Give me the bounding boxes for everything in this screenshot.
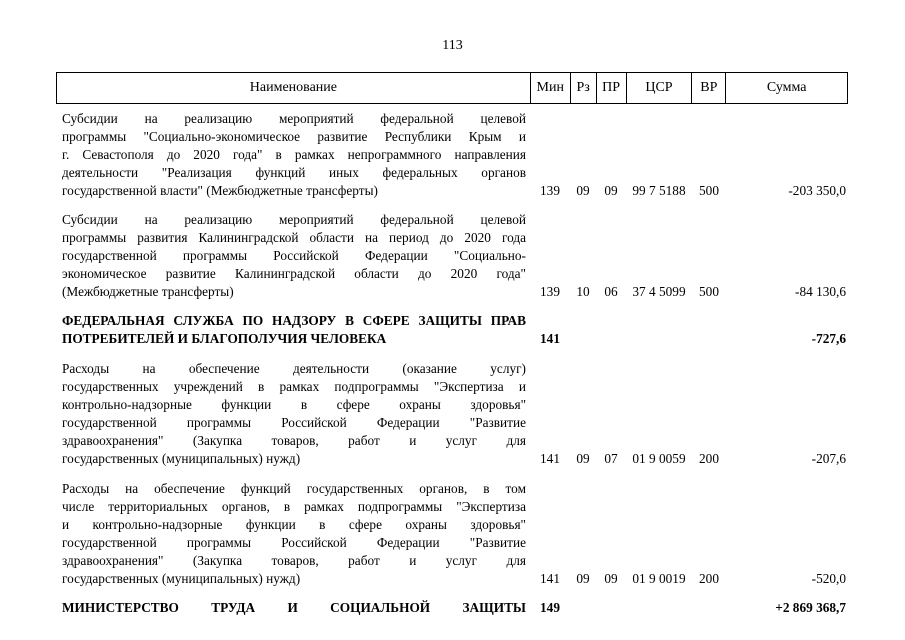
row-name-line: Расходы на обеспечение деятельности (оказание услуг) [62, 361, 526, 376]
row-name-line: программы развития Калининградской области на период до 2020 года [62, 230, 526, 245]
row-name [56, 480, 530, 588]
row-sum: +2 869 368,7 [775, 600, 846, 615]
row-name-line: Субсидии на реализацию мероприятий федеральной целевой [62, 111, 526, 126]
header-pr: ПР [596, 73, 626, 103]
row-rz: 09 [576, 571, 590, 586]
row-min: 139 [540, 284, 560, 299]
row-name [56, 110, 530, 200]
row-sum: -207,6 [811, 451, 846, 466]
row-rz: 10 [576, 284, 590, 299]
row-min: 139 [540, 183, 560, 198]
row-name-line: государственных (муниципальных) нужд) [62, 571, 301, 586]
row-vr: 200 [699, 451, 719, 466]
row-name-line: государственной программы Российской Федерации "Развитие [62, 415, 526, 430]
table-row [56, 110, 848, 200]
row-csr: 37 4 5099 [632, 284, 686, 299]
row-min: 141 [540, 571, 560, 586]
row-name [56, 312, 530, 348]
header-csr: ЦСР [626, 73, 692, 103]
header-vr: ВР [691, 73, 725, 103]
table-row [56, 211, 848, 301]
row-name-line: государственной программы Российской Федерации "Развитие [62, 535, 526, 550]
row-min: 141 [540, 451, 560, 466]
row-name-line: (Межбюджетные трансферты) [62, 284, 234, 299]
page-number: 113 [442, 38, 463, 53]
row-csr: 01 9 0059 [632, 451, 686, 466]
row-csr: 99 7 5188 [632, 183, 686, 198]
row-sum: -84 130,6 [795, 284, 846, 299]
row-name-line: ПОТРЕБИТЕЛЕЙ И БЛАГОПОЛУЧИЯ ЧЕЛОВЕКА [62, 331, 387, 346]
table-row-section [56, 312, 848, 348]
row-vr: 200 [699, 571, 719, 586]
row-name-line: Расходы на обеспечение функций государственных органов, в том [62, 481, 526, 496]
row-name-line: деятельности "Реализация функций иных федеральных органов [62, 165, 526, 180]
row-name-line: здравоохранения" (Закупка товаров, работ и услуг для [62, 553, 526, 568]
row-pr: 06 [604, 284, 618, 299]
row-pr: 09 [604, 571, 618, 586]
row-sum: -520,0 [811, 571, 846, 586]
row-name-line: контрольно-надзорные функции в сфере охраны здоровья" [62, 397, 526, 412]
row-min: 149 [540, 600, 560, 615]
budget-table [56, 72, 848, 617]
row-name-line: программы "Социально-экономическое развитие Республики Крым и [62, 129, 526, 144]
row-name-line: государственной власти" (Межбюджетные трансферты) [62, 183, 378, 198]
row-name-line: здравоохранения" (Закупка товаров, работ и услуг для [62, 433, 526, 448]
row-name-line: государственной программы Российской Федерации "Социально- [62, 248, 526, 263]
row-sum: -727,6 [811, 331, 846, 346]
row-name [56, 211, 530, 301]
table-row-section [56, 599, 848, 617]
row-name-line: и контрольно-надзорные функции в сфере охраны здоровья" [62, 517, 526, 532]
row-name-line: ФЕДЕРАЛЬНАЯ СЛУЖБА ПО НАДЗОРУ В СФЕРЕ ЗАЩИТЫ ПРАВ [62, 313, 526, 328]
row-name-line: экономическое развитие Калининградской области до 2020 года" [62, 266, 526, 281]
row-name [56, 360, 530, 468]
row-min: 141 [540, 331, 560, 346]
row-rz: 09 [576, 451, 590, 466]
row-name-line: государственных (муниципальных) нужд) [62, 451, 301, 466]
row-vr: 500 [699, 284, 719, 299]
row-name-line: Субсидии на реализацию мероприятий федеральной целевой [62, 212, 526, 227]
header-min: Мин [530, 73, 570, 103]
row-csr: 01 9 0019 [632, 571, 686, 586]
header-sum: Сумма [725, 73, 847, 103]
header-name: Наименование [249, 80, 338, 95]
row-vr: 500 [699, 183, 719, 198]
table-row [56, 480, 848, 588]
header-rz: Рз [570, 73, 596, 103]
row-name [56, 599, 530, 617]
row-pr: 09 [604, 183, 618, 198]
row-name-line: государственных учреждений в рамках подпрограммы "Экспертиза и [62, 379, 526, 394]
row-name-line: числе территориальных органов, в рамках подпрограммы "Экспертиза [62, 499, 526, 514]
row-name-line: г. Севастополя до 2020 года" в рамках непрограммного направления [62, 147, 526, 162]
table-row [56, 360, 848, 468]
row-pr: 07 [604, 451, 618, 466]
row-rz: 09 [576, 183, 590, 198]
table-header [56, 72, 848, 104]
row-sum: -203 350,0 [788, 183, 846, 198]
row-name-line: МИНИСТЕРСТВО ТРУДА И СОЦИАЛЬНОЙ ЗАЩИТЫ [62, 600, 526, 615]
